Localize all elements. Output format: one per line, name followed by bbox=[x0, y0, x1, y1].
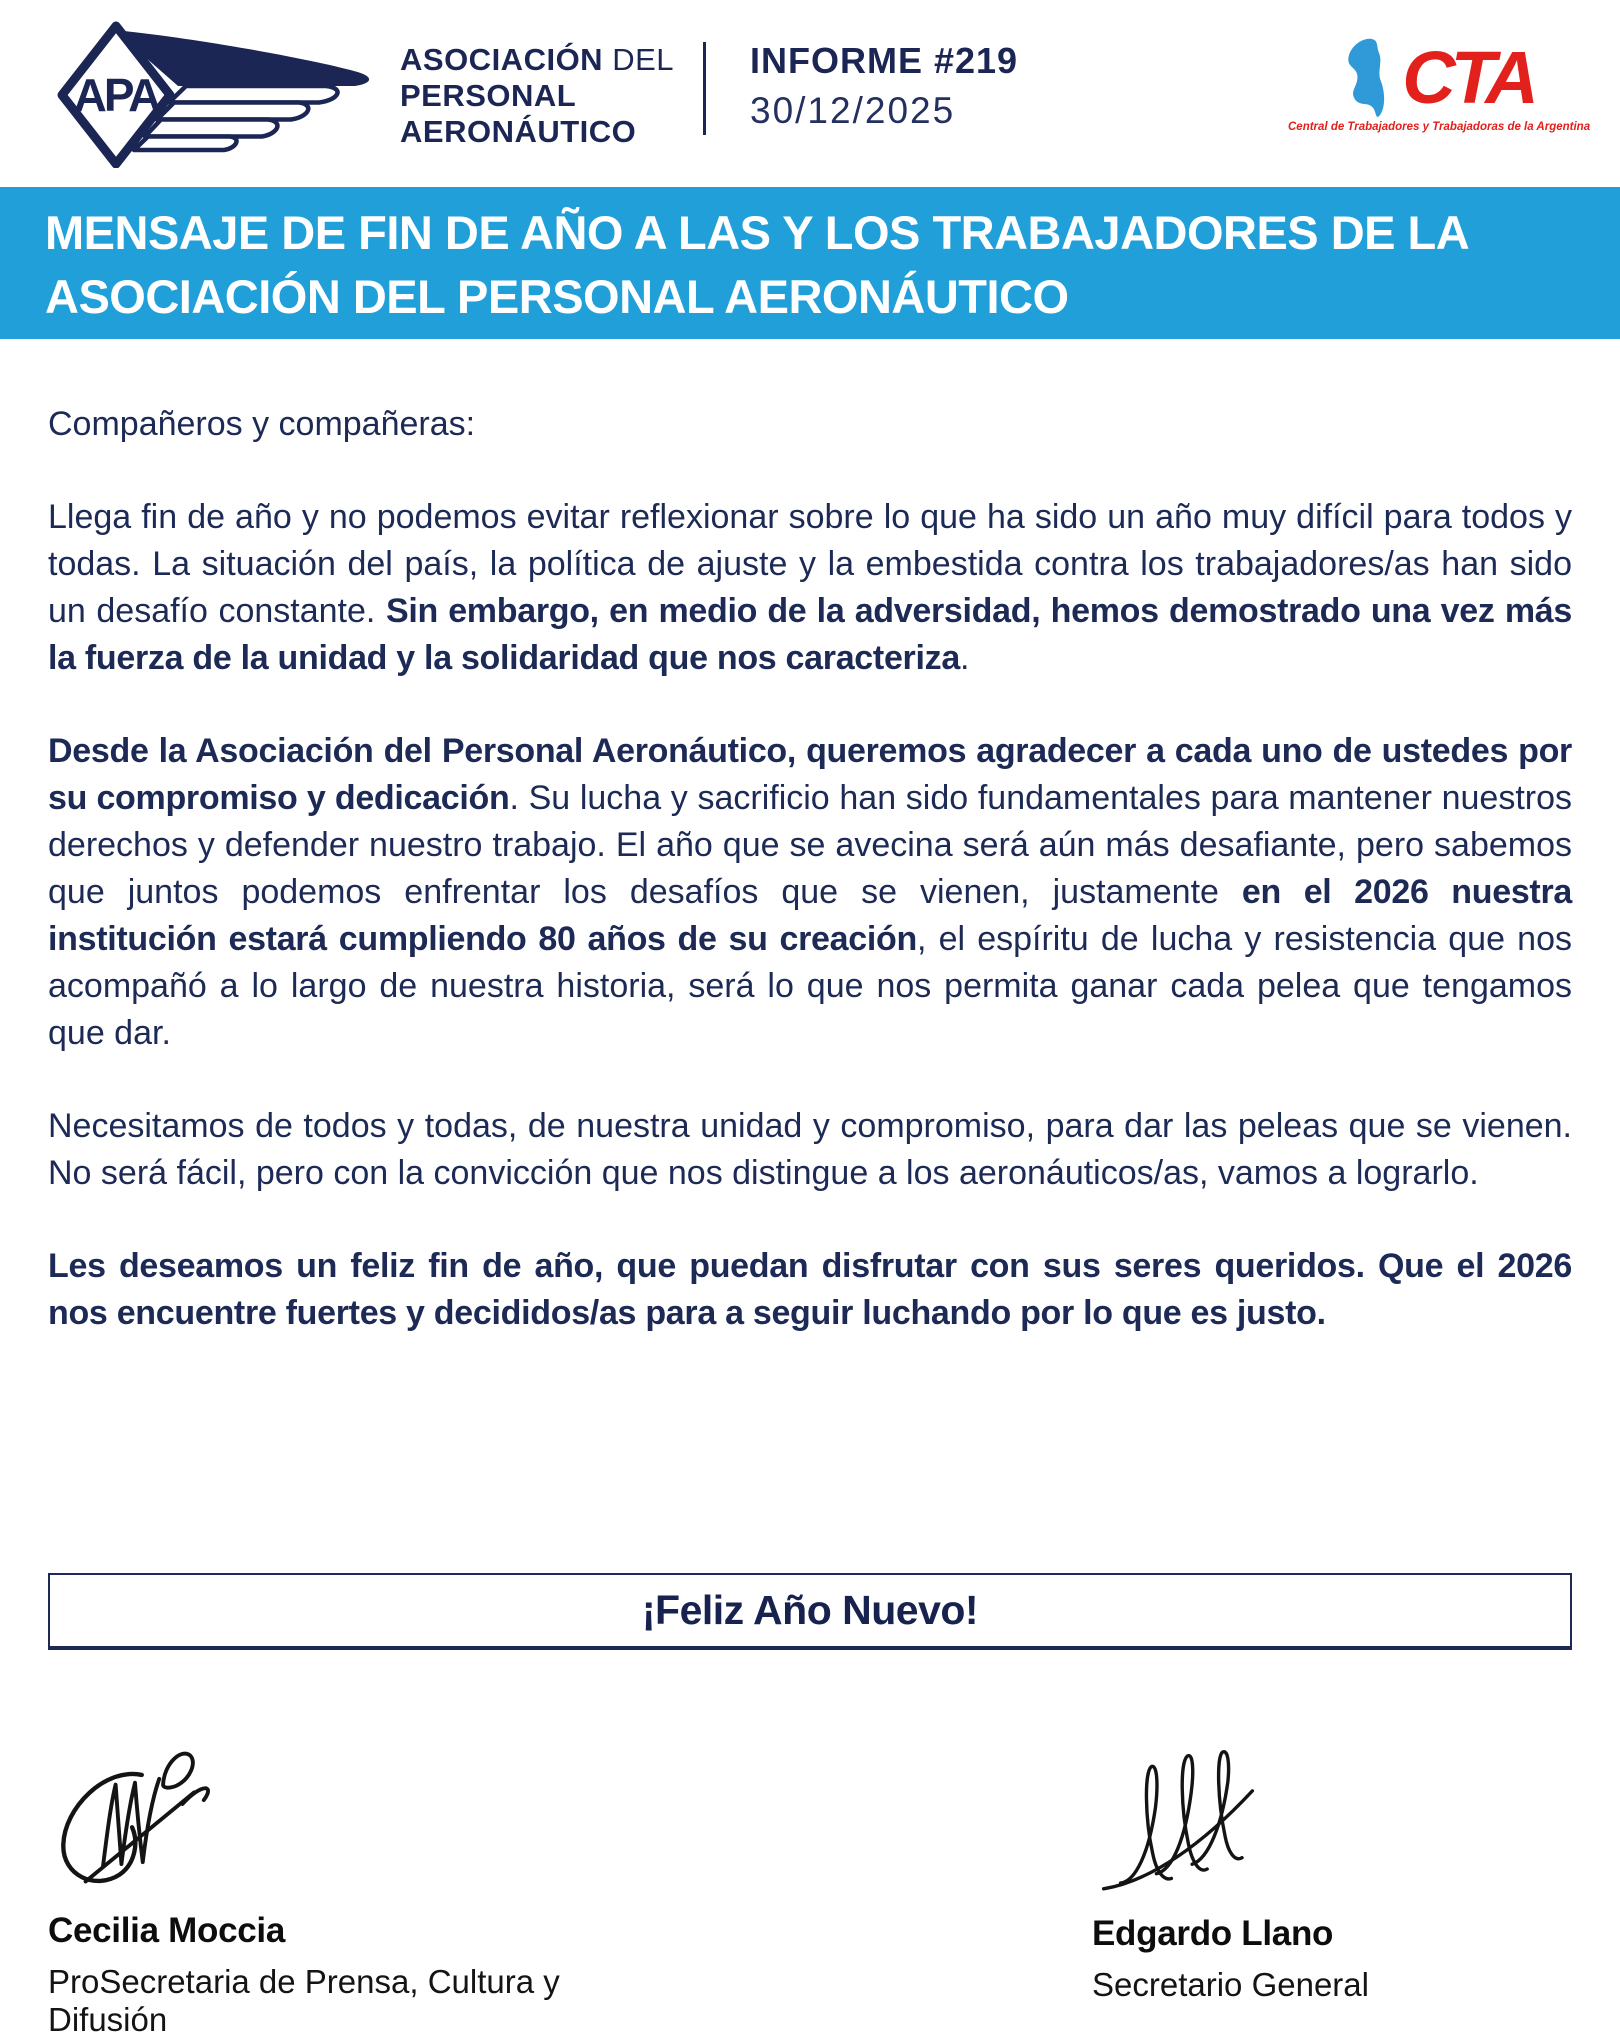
greeting-text: ¡Feliz Año Nuevo! bbox=[641, 1587, 979, 1633]
south-america-map-icon bbox=[1342, 38, 1400, 118]
header bbox=[0, 0, 1620, 187]
signatory-name-right: Edgardo Llano bbox=[1092, 1914, 1334, 1953]
apa-monogram: APA bbox=[73, 69, 159, 121]
apa-wing-logo-icon bbox=[28, 16, 378, 168]
paragraph-2-bold2: en el 2026 nuestra institución estará cumpliendo 80 años de su creación bbox=[48, 873, 1572, 958]
signatory-name-left: Cecilia Moccia bbox=[48, 1911, 286, 1950]
paragraph-4: Les deseamos un feliz fin de año, que puedan disfrutar con sus seres queridos. Que el 2026 nos encuentre fuertes y decididos/as para a seguir luchando por lo que es justo. bbox=[48, 1247, 1572, 1332]
paragraph-1-bold: Sin embargo, en medio de la adversidad, hemos demostrado una vez más la fuerza de la unidad y la solidaridad que nos caracteriza bbox=[48, 592, 1572, 677]
signature-block-right bbox=[1092, 1742, 1572, 2004]
paragraph-3: Necesitamos de todos y todas, de nuestra unidad y compromiso, para dar las peleas que se vienen. No será fácil, pero con la convicción que nos distingue a los aeronáuticos/as, vamos a lograrlo. bbox=[48, 1107, 1572, 1192]
paragraph-1 bbox=[48, 494, 1572, 682]
paragraph-2 bbox=[48, 728, 1572, 1057]
signatory-role-left: ProSecretaria de Prensa, Cultura y Difusión bbox=[48, 1963, 560, 2038]
paragraph-1-end: . bbox=[959, 639, 970, 677]
paragraph-2-bold1: Desde la Asociación del Personal Aeronáutico, queremos agradecer a cada uno de ustedes por su compromiso y dedicación bbox=[48, 732, 1572, 817]
signatory-role-right: Secretario General bbox=[1092, 1966, 1369, 2003]
banner-title-line1: MENSAJE DE FIN DE AÑO A LAS Y LOS TRABAJADORES DE LA bbox=[45, 206, 1470, 259]
paragraph-2-normal2: , el espíritu de lucha y resistencia que nos acompañó a lo largo de nuestra historia, será lo que nos permita ganar cada pelea que tengamos que dar. bbox=[48, 920, 1572, 1052]
cta-acronym: CTA bbox=[1402, 36, 1534, 119]
header-divider bbox=[703, 42, 706, 135]
salutation: Compañeros y compañeras: bbox=[48, 405, 476, 443]
brand-line1-light: DEL bbox=[603, 42, 674, 77]
message-body bbox=[48, 339, 1572, 1337]
brand-name bbox=[400, 42, 674, 150]
signature-block-left bbox=[48, 1742, 668, 2039]
report-date: 30/12/2025 bbox=[750, 90, 956, 131]
signature-scribble-right-icon bbox=[1098, 1742, 1258, 1900]
banner-title-line2: ASOCIACIÓN DEL PERSONAL AERONÁUTICO bbox=[45, 270, 1069, 323]
brand-line2: PERSONAL bbox=[400, 78, 577, 113]
brand-line1-bold: ASOCIACIÓN bbox=[400, 42, 604, 77]
report-number: INFORME #219 bbox=[750, 40, 1019, 81]
signatures bbox=[48, 1742, 1572, 2038]
brand-line3: AERONÁUTICO bbox=[400, 114, 637, 149]
signature-scribble-left-icon bbox=[48, 1742, 253, 1897]
paragraph-1-normal: Llega fin de año y no podemos evitar reflexionar sobre lo que ha sido un año muy difícil para todos y todas. La situación del país, la política de ajuste y la embestida contra los trabajadores/as han sido un desafío constante. bbox=[48, 498, 1572, 630]
greeting-box bbox=[48, 1573, 1572, 1650]
title-banner bbox=[0, 187, 1620, 339]
cta-logo bbox=[1288, 36, 1591, 133]
report-block bbox=[750, 40, 1018, 132]
cta-caption: Central de Trabajadores y Trabajadoras de la Argentina bbox=[1288, 121, 1591, 133]
paragraph-2-normal1: . Su lucha y sacrificio han sido fundamentales para mantener nuestros derechos y defender nuestro trabajo. El año que se avecina será aún más desafiante, pero sabemos que juntos podemos enfrentar los desafíos que se vienen, justamente bbox=[48, 779, 1572, 911]
